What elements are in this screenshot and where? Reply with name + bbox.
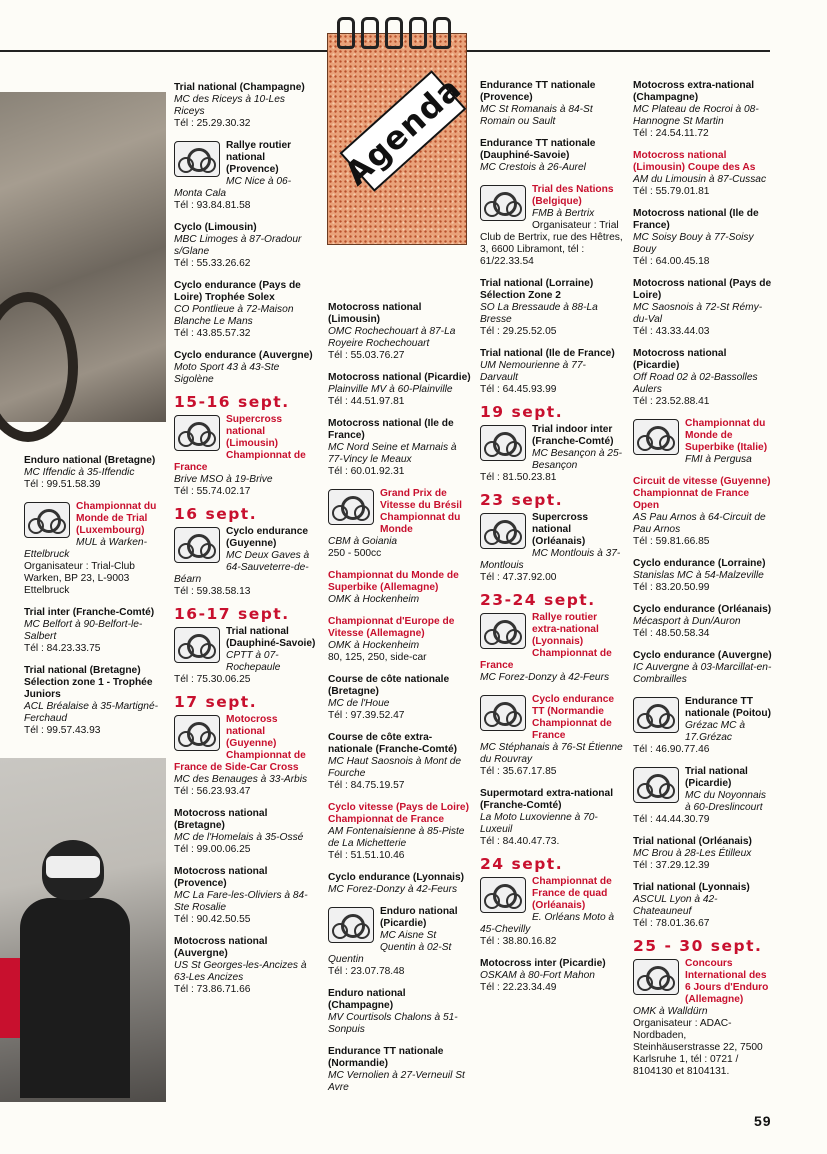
event-contact: Tél : 44.44.30.79 <box>633 814 710 825</box>
event-contact: Tél : 64.00.45.18 <box>633 256 710 267</box>
event-entry <box>328 872 471 896</box>
event-entry <box>24 455 166 491</box>
event-organizer: MC Plateau de Rocroi à 08-Hannogne St Martin <box>633 104 759 127</box>
motorbike-icon <box>480 185 526 221</box>
date-heading: 23 sept. <box>480 491 564 509</box>
championship-title: Cyclo endurance TT (Normandie Championnat de France <box>532 694 615 741</box>
event-title: Trial inter (Franche-Comté) <box>24 607 155 618</box>
event-organizer: MC Deux Gaves à 64-Sauveterre-de-Béarn <box>174 550 310 585</box>
column-a <box>24 455 166 747</box>
event-entry <box>633 650 773 686</box>
event-organizer: SO La Bressaude à 88-La Bresse <box>480 302 598 325</box>
event-organizer: Grézac MC à 17.Grézac <box>685 720 746 743</box>
event-organizer: OMK à Walldürn <box>633 1006 708 1017</box>
event-title: Enduro national (Picardie) <box>380 906 458 929</box>
event-entry <box>633 696 773 756</box>
event-contact: Organisateur : ADAC-Nordbaden, Steinhäuserstrasse 22, 7500 Karlsruhe 1, tél : 0721 / 8104130 et 8104131. <box>633 1018 763 1077</box>
event-organizer: Off Road 02 à 02-Bassolles Aulers <box>633 372 758 395</box>
event-organizer: MV Courtisols Chalons à 51-Sonpuis <box>328 1012 458 1035</box>
event-entry <box>633 418 773 466</box>
event-contact: Tél : 23.07.78.48 <box>328 966 405 977</box>
event-contact: Tél : 47.37.92.00 <box>480 572 557 583</box>
date-heading: 19 sept. <box>480 403 564 421</box>
championship-title: Motocross national (Limousin) Coupe des As <box>633 150 756 173</box>
event-contact: Tél : 84.40.47.73. <box>480 836 560 847</box>
event-entry <box>633 208 773 268</box>
event-organizer: MC Besançon à 25-Besançon <box>532 448 623 471</box>
event-entry <box>174 280 318 340</box>
championship-title: Championnat de France de quad (Orléanais) <box>532 876 612 911</box>
event-contact: Tél : 44.51.97.81 <box>328 396 405 407</box>
event-organizer: US St Georges-les-Ancizes à 63-Les Ancizes <box>174 960 307 983</box>
event-contact: Tél : 35.67.17.85 <box>480 766 557 777</box>
agenda-label: Agenda <box>337 69 469 193</box>
event-organizer: MC Iffendic à 35-Iffendic <box>24 467 135 478</box>
championship-title: Championnat du Monde de Superbike (Allemagne) <box>328 570 459 593</box>
event-contact: Tél : 55.03.76.27 <box>328 350 405 361</box>
event-entry <box>480 512 623 584</box>
event-title: Cyclo endurance (Auvergne) <box>174 350 313 361</box>
event-organizer: MC Brou à 28-Les Étilleux <box>633 848 752 859</box>
event-entry <box>328 906 471 978</box>
event-title: Cyclo endurance (Guyenne) <box>226 526 309 549</box>
event-entry <box>174 626 318 686</box>
event-organizer: MC de l'Homelais à 35-Ossé <box>174 832 304 843</box>
event-title: Motocross extra-national (Champagne) <box>633 80 755 103</box>
event-organizer: MC Nord Seine et Marnais à 77-Vincy le Meaux <box>328 442 457 465</box>
event-contact: Tél : 99.57.43.93 <box>24 725 101 736</box>
event-organizer: OMC Rochechouart à 87-La Royeire Rochechouart <box>328 326 456 349</box>
event-title: Endurance TT nationale (Normandie) <box>328 1046 444 1069</box>
event-title: Trial indoor inter (Franche-Comté) <box>532 424 614 447</box>
event-contact: Tél : 59.81.66.85 <box>633 536 710 547</box>
championship-title: Championnat du Monde de Trial (Luxembourg) <box>76 501 157 536</box>
date-heading: 23-24 sept. <box>480 591 596 609</box>
event-title: Trial national (Orléanais) <box>633 836 752 847</box>
motorbike-icon <box>480 695 526 731</box>
event-organizer: MC Nice à 06-Monta Cala <box>174 176 292 199</box>
event-contact: Tél : 43.33.44.03 <box>633 326 710 337</box>
motorbike-icon <box>328 907 374 943</box>
event-entry <box>328 1046 471 1094</box>
event-entry <box>480 694 623 778</box>
event-organizer: MC Forez-Donzy à 42-Feurs <box>480 672 610 683</box>
motorbike-icon <box>633 697 679 733</box>
event-organizer: FMI à Pergusa <box>685 454 752 465</box>
event-entry <box>480 138 623 174</box>
event-organizer: MC des Riceys à 10-Les Riceys <box>174 94 285 117</box>
event-title: Course de côte nationale (Bretagne) <box>328 674 450 697</box>
event-organizer: MC Forez-Donzy à 42-Feurs <box>328 884 458 895</box>
date-heading: 17 sept. <box>174 693 258 711</box>
event-contact: Tél : 24.54.11.72 <box>633 128 709 139</box>
event-organizer: OMK à Hockenheim <box>328 594 420 605</box>
event-entry <box>480 876 623 948</box>
event-title: Endurance TT nationale (Poitou) <box>685 696 772 719</box>
date-heading: 24 sept. <box>480 855 564 873</box>
championship-title: Grand Prix de Vitesse du Brésil Championnat du Monde <box>380 488 462 535</box>
event-title: Motocross national (Picardie) <box>328 372 471 383</box>
event-contact: Tél : 22.23.34.49 <box>480 982 557 993</box>
event-title: Motocross inter (Picardie) <box>480 958 606 969</box>
championship-title: Rallye routier extra-national (Lyonnais) Championnat de France <box>480 612 612 671</box>
event-entry <box>480 958 623 994</box>
event-organizer: E. Orléans Moto à 45-Chevilly <box>480 912 615 935</box>
event-contact: Tél : 99.51.58.39 <box>24 479 101 490</box>
event-contact: Tél : 81.50.23.81 <box>480 472 557 483</box>
event-title: Cyclo endurance (Orléanais) <box>633 604 772 615</box>
event-entry <box>174 936 318 996</box>
event-organizer: OMK à Hockenheim <box>328 640 420 651</box>
event-contact: Tél : 84.23.33.75 <box>24 643 101 654</box>
event-entry <box>633 558 773 594</box>
event-organizer: CBM à Goiania <box>328 536 398 547</box>
championship-title: Motocross national (Guyenne) Championnat de France de Side-Car Cross <box>174 714 306 773</box>
event-contact: Tél : 59.38.58.13 <box>174 586 251 597</box>
championship-title: Cyclo vitesse (Pays de Loire) Championnat de France <box>328 802 469 825</box>
event-organizer: Stanislas MC à 54-Malzeville <box>633 570 764 581</box>
date-heading: 25 - 30 sept. <box>633 937 763 955</box>
event-entry <box>480 788 623 848</box>
event-title: Trial national (Ile de France) <box>480 348 615 359</box>
event-title: Endurance TT nationale (Dauphiné-Savoie) <box>480 138 596 161</box>
event-contact: Tél : 38.80.16.82 <box>480 936 557 947</box>
event-contact: Tél : 84.75.19.57 <box>328 780 405 791</box>
event-contact: Tél : 97.39.52.47 <box>328 710 405 721</box>
motorbike-icon <box>174 627 220 663</box>
motorbike-icon <box>480 425 526 461</box>
event-entry <box>480 348 623 396</box>
event-entry <box>633 348 773 408</box>
agenda-notepad-graphic <box>327 15 467 245</box>
event-entry <box>633 766 773 826</box>
event-entry <box>328 988 471 1036</box>
event-organizer: MC Haut Saosnois à Mont de Fourche <box>328 756 462 779</box>
event-entry <box>174 82 318 130</box>
event-title: Motocross national (Bretagne) <box>174 808 268 831</box>
event-organizer: CO Pontlieue à 72-Maison Blanche Le Mans <box>174 304 294 327</box>
event-contact: Tél : 55.79.01.81 <box>633 186 710 197</box>
motorbike-icon <box>174 415 220 451</box>
event-title: Course de côte extra-nationale (Franche-Comté) <box>328 732 458 755</box>
event-entry <box>24 607 166 655</box>
column-c <box>328 302 471 1104</box>
event-entry <box>633 278 773 338</box>
event-organizer: MC de l'Houe <box>328 698 390 709</box>
column-b <box>174 82 318 1006</box>
event-contact: Tél : 83.20.50.99 <box>633 582 710 593</box>
event-entry <box>174 714 318 798</box>
event-organizer: UM Nemourienne à 77-Darvault <box>480 360 586 383</box>
event-organizer: IC Auvergne à 03-Marcillat-en-Combrailles <box>633 662 772 685</box>
event-contact: Tél : 48.50.58.34 <box>633 628 710 639</box>
event-title: Motocross national (Pays de Loire) <box>633 278 772 301</box>
event-organizer: Mécasport à Dun/Auron <box>633 616 741 627</box>
event-contact: Organisateur : Trial-Club Warken, BP 23, L-9003 Ettelbruck <box>24 561 135 596</box>
championship-title: Circuit de vitesse (Guyenne) Championnat de France Open <box>633 476 771 511</box>
event-contact: Tél : 99.00.06.25 <box>174 844 251 855</box>
event-title: Trial national (Picardie) <box>685 766 748 789</box>
event-entry <box>633 150 773 198</box>
date-heading: 15-16 sept. <box>174 393 290 411</box>
event-title: Motocross national (Limousin) <box>328 302 422 325</box>
event-contact: Organisateur : Trial Club de Bertrix, rue des Hêtres, 3, 6600 Libramont, tél : 61/22.33.54 <box>480 220 623 267</box>
event-title: Enduro national (Bretagne) <box>24 455 156 466</box>
event-organizer: MC St Romanais à 84-St Romain ou Sault <box>480 104 593 127</box>
event-contact: Tél : 25.29.30.32 <box>174 118 251 129</box>
event-organizer: Plainville MV à 60-Plainville <box>328 384 453 395</box>
event-entry <box>174 222 318 270</box>
event-title: Trial national (Lorraine) Sélection Zone 2 <box>480 278 594 301</box>
event-title: Motocross national (Ile de France) <box>633 208 759 231</box>
event-entry <box>633 80 773 140</box>
event-entry <box>633 958 773 1078</box>
event-title: Cyclo endurance (Auvergne) <box>633 650 772 661</box>
motorbike-icon <box>174 715 220 751</box>
event-contact: Tél : 51.51.10.46 <box>328 850 405 861</box>
event-entry <box>480 80 623 128</box>
event-title: Trial national (Lyonnais) <box>633 882 750 893</box>
event-entry <box>24 501 166 597</box>
event-entry <box>480 612 623 684</box>
event-title: Motocross national (Picardie) <box>633 348 727 371</box>
championship-title: Championnat du Monde de Superbike (Italie) <box>685 418 768 453</box>
event-organizer: MC La Fare-les-Oliviers à 84-Ste Rosalie <box>174 890 308 913</box>
event-contact: Tél : 75.30.06.25 <box>174 674 251 685</box>
event-organizer: La Moto Luxovienne à 70-Luxeuil <box>480 812 598 835</box>
event-entry <box>633 882 773 930</box>
event-entry <box>328 418 471 478</box>
motorbike-icon <box>480 613 526 649</box>
date-heading: 16-17 sept. <box>174 605 290 623</box>
event-entry <box>328 802 471 862</box>
column-d <box>480 80 623 1004</box>
event-contact: Tél : 60.01.92.31 <box>328 466 405 477</box>
event-entry <box>174 866 318 926</box>
event-contact: 250 - 500cc <box>328 548 382 559</box>
event-title: Motocross national (Auvergne) <box>174 936 268 959</box>
event-title: Motocross national (Provence) <box>174 866 268 889</box>
event-contact: Tél : 78.01.36.67 <box>633 918 710 929</box>
event-title: Rallye routier national (Provence) <box>226 140 292 175</box>
rider-photo <box>0 758 166 1102</box>
event-contact: Tél : 43.85.57.32 <box>174 328 251 339</box>
event-title: Cyclo endurance (Pays de Loire) Trophée Solex <box>174 280 301 303</box>
event-entry <box>328 488 471 560</box>
event-title: Cyclo endurance (Lyonnais) <box>328 872 465 883</box>
event-organizer: CPTT à 07-Rochepaule <box>226 650 281 673</box>
motorbike-icon <box>328 489 374 525</box>
motorbike-icon <box>480 877 526 913</box>
event-organizer: FMB à Bertrix <box>532 208 595 219</box>
event-entry <box>174 526 318 598</box>
event-contact: Tél : 73.86.71.66 <box>174 984 251 995</box>
event-organizer: MC Belfort à 90-Belfort-le-Salbert <box>24 619 143 642</box>
event-title: Supermotard extra-national (Franche-Comté) <box>480 788 614 811</box>
event-contact: 80, 125, 250, side-car <box>328 652 427 663</box>
event-entry <box>174 414 318 498</box>
event-organizer: MC Montlouis à 37-Montlouis <box>480 548 621 571</box>
column-e <box>633 80 773 1088</box>
event-entry <box>480 278 623 338</box>
event-entry <box>328 372 471 408</box>
date-heading: 16 sept. <box>174 505 258 523</box>
event-organizer: ACL Bréalaise à 35-Martigné-Ferchaud <box>24 701 159 724</box>
event-contact: Tél : 64.45.93.99 <box>480 384 557 395</box>
event-organizer: MBC Limoges à 87-Oradour s/Glane <box>174 234 302 257</box>
motorbike-icon <box>174 141 220 177</box>
championship-title: Championnat d'Europe de Vitesse (Allemagne) <box>328 616 455 639</box>
motorbike-icon <box>24 502 70 538</box>
event-organizer: AM Fontenaisienne à 85-Piste de La Michetterie <box>328 826 465 849</box>
event-organizer: Moto Sport 43 à 43-Ste Sigolène <box>174 362 280 385</box>
event-contact: Tél : 56.23.93.47 <box>174 786 251 797</box>
event-organizer: ASCUL Lyon à 42-Chateauneuf <box>633 894 718 917</box>
motorbike-icon <box>480 513 526 549</box>
event-title: Enduro national (Champagne) <box>328 988 406 1011</box>
motorbike-icon <box>633 419 679 455</box>
motorbike-icon <box>633 767 679 803</box>
event-organizer: MC Soisy Bouy à 77-Soisy Bouy <box>633 232 754 255</box>
event-entry <box>174 350 318 386</box>
event-organizer: MC des Benauges à 33-Arbis <box>174 774 308 785</box>
event-title: Supercross national (Orléanais) <box>532 512 589 547</box>
motorbike-icon <box>633 959 679 995</box>
event-title: Trial national (Champagne) <box>174 82 305 93</box>
event-contact: Tél : 29.25.52.05 <box>480 326 557 337</box>
event-title: Trial national (Bretagne) Sélection zone 1 - Trophée Juniors <box>24 665 153 700</box>
championship-title: Supercross national (Limousin) Championnat de France <box>174 414 306 473</box>
event-entry <box>174 140 318 212</box>
event-entry <box>633 836 773 872</box>
event-contact: Tél : 46.90.77.46 <box>633 744 710 755</box>
event-organizer: MC Crestois à 26-Aurel <box>480 162 586 173</box>
event-entry <box>174 808 318 856</box>
event-organizer: MC Vernolien à 27-Verneuil St Avre <box>328 1070 465 1093</box>
event-organizer: OSKAM à 80-Fort Mahon <box>480 970 595 981</box>
event-organizer: MC Aisne St Quentin à 02-St Quentin <box>328 930 452 965</box>
event-title: Motocross national (Ile de France) <box>328 418 454 441</box>
event-entry <box>328 302 471 362</box>
event-contact: Tél : 23.52.88.41 <box>633 396 710 407</box>
event-contact: Tél : 37.29.12.39 <box>633 860 710 871</box>
event-contact: Tél : 55.33.26.62 <box>174 258 251 269</box>
motorbike-icon <box>174 527 220 563</box>
championship-title: Trial des Nations (Belgique) <box>532 184 614 207</box>
event-organizer: MUL à Warken-Ettelbruck <box>24 537 147 560</box>
event-title: Trial national (Dauphiné-Savoie) <box>226 626 316 649</box>
event-organizer: AS Pau Arnos à 64-Circuit de Pau Arnos <box>633 512 766 535</box>
event-title: Cyclo endurance (Lorraine) <box>633 558 766 569</box>
motocross-photo <box>0 92 166 422</box>
event-entry <box>24 665 166 737</box>
event-organizer: MC Saosnois à 72-St Rémy-du-Val <box>633 302 763 325</box>
event-entry <box>328 674 471 722</box>
event-organizer: MC Stéphanais à 76-St Étienne du Rouvray <box>480 742 623 765</box>
event-contact: Tél : 90.42.50.55 <box>174 914 251 925</box>
event-entry <box>480 184 623 268</box>
event-entry <box>633 476 773 548</box>
event-title: Cyclo (Limousin) <box>174 222 257 233</box>
page-number: 59 <box>754 1113 772 1129</box>
event-entry <box>328 732 471 792</box>
event-title: Endurance TT nationale (Provence) <box>480 80 596 103</box>
event-organizer: MC du Noyonnais à 60-Dreslincourt <box>685 790 766 813</box>
event-entry <box>328 570 471 606</box>
event-organizer: AM du Limousin à 87-Cussac <box>633 174 767 185</box>
event-contact: Tél : 55.74.02.17 <box>174 486 251 497</box>
championship-title: Concours International des 6 Jours d'Enduro (Allemagne) <box>685 958 769 1005</box>
event-entry <box>328 616 471 664</box>
event-entry <box>633 604 773 640</box>
event-contact: Tél : 93.84.81.58 <box>174 200 251 211</box>
event-organizer: Brive MSO à 19-Brive <box>174 474 273 485</box>
event-entry <box>480 424 623 484</box>
